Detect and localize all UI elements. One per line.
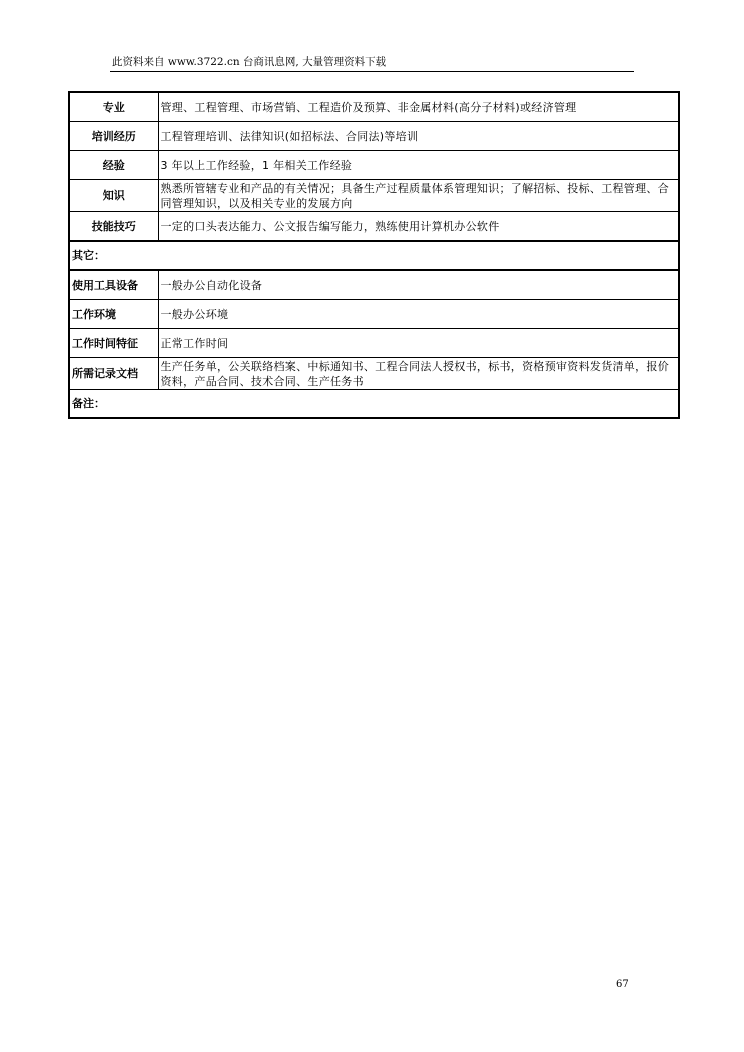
table-row-major	[69, 92, 679, 122]
table-row-knowledge	[69, 180, 679, 212]
value-work-hours: 正常工作时间	[158, 329, 679, 358]
label-knowledge: 知识	[69, 180, 158, 212]
label-skills: 技能技巧	[69, 212, 158, 242]
page-header	[110, 55, 634, 72]
table-row-tools	[69, 270, 679, 300]
value-tools: 一般办公自动化设备	[158, 270, 679, 300]
section-other	[69, 241, 679, 270]
value-major: 管理、工程管理、市场营销、工程造价及预算、非金属材料(高分子材料)或经济管理	[158, 92, 679, 122]
table-row-documents	[69, 358, 679, 390]
label-environment: 工作环境	[69, 300, 158, 329]
section-notes-title: 备注：	[69, 390, 679, 419]
label-training: 培训经历	[69, 122, 158, 151]
header-text: 此资料来自 www.3722.cn 台商讯息网, 大量管理资料下载	[112, 56, 387, 68]
label-major: 专业	[69, 92, 158, 122]
value-experience: 3 年以上工作经验，1 年相关工作经验	[158, 151, 679, 180]
label-documents: 所需记录文档	[69, 358, 158, 390]
value-environment: 一般办公环境	[158, 300, 679, 329]
page-number: 67	[616, 979, 629, 990]
label-tools: 使用工具设备	[69, 270, 158, 300]
table-row-work-hours	[69, 329, 679, 358]
table-row-environment	[69, 300, 679, 329]
section-notes	[69, 390, 679, 419]
table-row-experience	[69, 151, 679, 180]
table-row-training	[69, 122, 679, 151]
label-work-hours: 工作时间特征	[69, 329, 158, 358]
value-documents: 生产任务单，公关联络档案、中标通知书、工程合同法人授权书，标书，资格预审资料发货清单，报价资料，产品合同、技术合同、生产任务书	[158, 358, 679, 390]
job-requirements-table	[68, 91, 680, 419]
table-row-skills	[69, 212, 679, 242]
label-experience: 经验	[69, 151, 158, 180]
value-training: 工程管理培训、法律知识(如招标法、合同法)等培训	[158, 122, 679, 151]
section-other-title: 其它：	[69, 241, 679, 270]
value-skills: 一定的口头表达能力、公文报告编写能力，熟练使用计算机办公软件	[158, 212, 679, 242]
value-knowledge: 熟悉所管辖专业和产品的有关情况；具备生产过程质量体系管理知识；了解招标、投标、工程管理、合同管理知识，以及相关专业的发展方向	[158, 180, 679, 212]
